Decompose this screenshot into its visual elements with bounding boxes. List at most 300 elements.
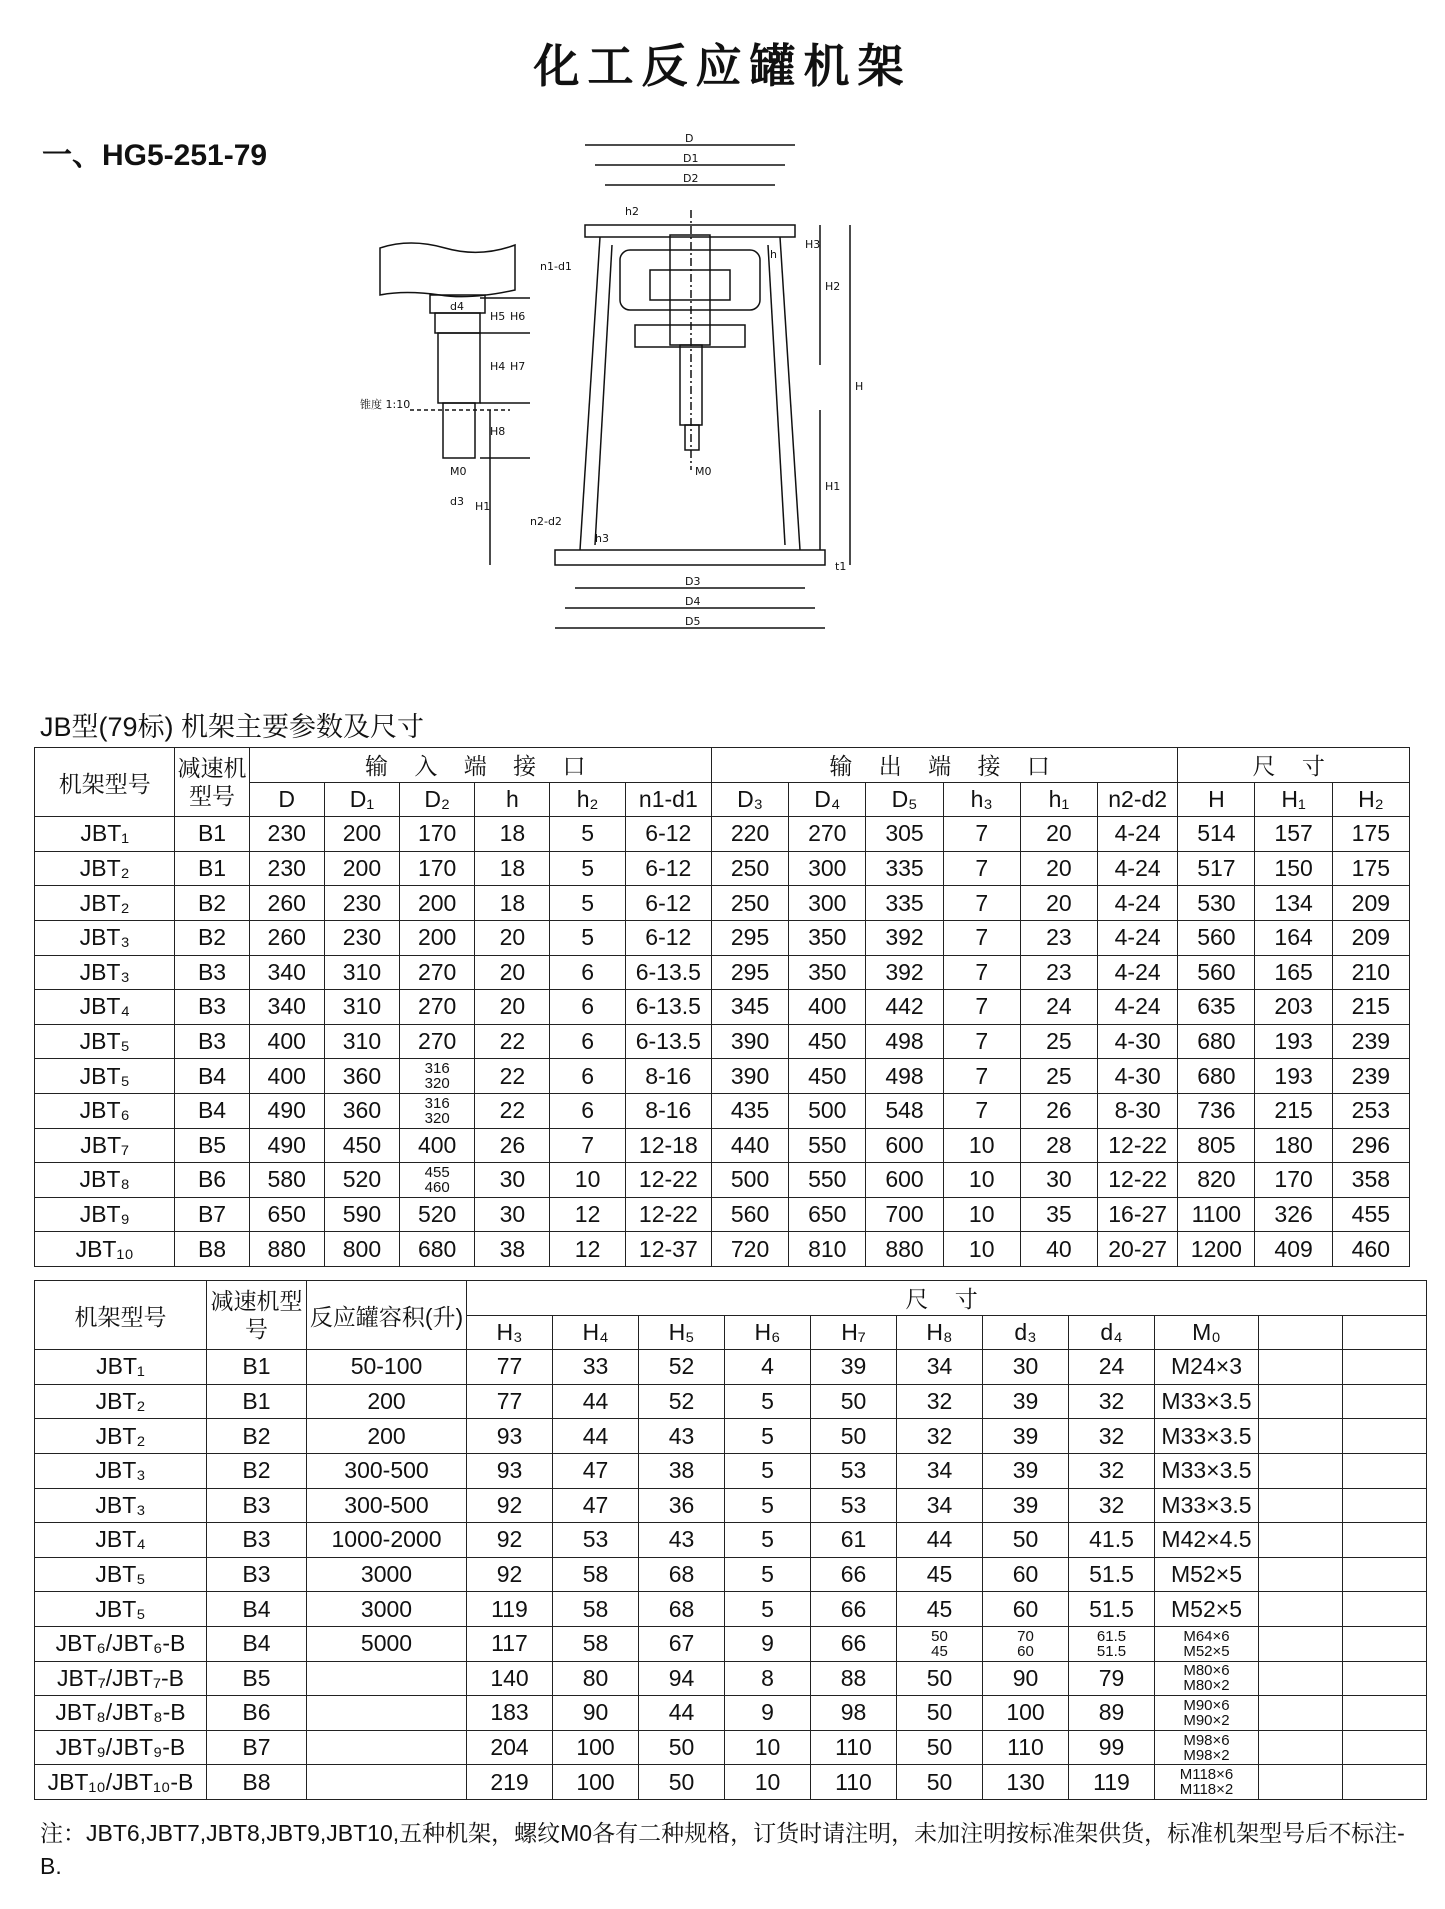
table-cell: 820 bbox=[1178, 1163, 1255, 1198]
table-cell: 580 bbox=[249, 1163, 324, 1198]
stacked-value: 50 bbox=[931, 1627, 948, 1645]
table-cell: 60 bbox=[983, 1557, 1069, 1592]
table-row bbox=[35, 1592, 1427, 1627]
table-cell: 326 bbox=[1255, 1197, 1332, 1232]
table-cell: 5 bbox=[550, 886, 625, 921]
table-cell: 296 bbox=[1332, 1128, 1409, 1163]
label-H4: H4 bbox=[490, 360, 506, 373]
table-cell: 90 bbox=[553, 1696, 639, 1731]
table-cell: 1200 bbox=[1178, 1232, 1255, 1267]
table-cell: 200 bbox=[307, 1419, 467, 1454]
stacked-value: 455 bbox=[424, 1163, 450, 1181]
label-H1-right: H1 bbox=[825, 480, 841, 493]
header-reducer-2: 减速机型号 bbox=[207, 1281, 307, 1350]
column-header: D₃ bbox=[711, 782, 788, 817]
table-cell: 45 bbox=[897, 1592, 983, 1627]
table-cell: JBT₃ bbox=[35, 920, 175, 955]
table-cell: 520 bbox=[324, 1163, 399, 1198]
table-cell: 500 bbox=[711, 1163, 788, 1198]
table-cell: JBT₅ bbox=[35, 1024, 175, 1059]
table-cell: 92 bbox=[467, 1557, 553, 1592]
table-cell: 209 bbox=[1332, 886, 1409, 921]
table-cell: 66 bbox=[811, 1626, 897, 1661]
table-cell: 200 bbox=[324, 817, 399, 852]
table-cell bbox=[1343, 1592, 1427, 1627]
table-cell: 66 bbox=[811, 1557, 897, 1592]
table-cell: 32 bbox=[897, 1419, 983, 1454]
header-size-2: 尺 寸 bbox=[467, 1281, 1427, 1316]
table-cell bbox=[1343, 1523, 1427, 1558]
column-header: H₈ bbox=[897, 1315, 983, 1350]
table-cell: 450 bbox=[789, 1059, 866, 1094]
table-cell: 390 bbox=[711, 1059, 788, 1094]
table-cell: 400 bbox=[249, 1059, 324, 1094]
table-cell: 6 bbox=[550, 1093, 625, 1128]
table-cell: B2 bbox=[207, 1419, 307, 1454]
table-cell: 12 bbox=[550, 1232, 625, 1267]
table-cell: 3000 bbox=[307, 1592, 467, 1627]
table-row bbox=[35, 817, 1410, 852]
column-header bbox=[1343, 1315, 1427, 1350]
table-cell: 530 bbox=[1178, 886, 1255, 921]
table-cell: 10 bbox=[943, 1232, 1020, 1267]
table-cell: 5 bbox=[725, 1453, 811, 1488]
table-cell: 230 bbox=[324, 920, 399, 955]
table-cell: B3 bbox=[207, 1523, 307, 1558]
table-cell: 239 bbox=[1332, 1059, 1409, 1094]
table-cell: JBT₅ bbox=[35, 1557, 207, 1592]
table-cell: 200 bbox=[400, 920, 475, 955]
header-volume: 反应罐容积(升) bbox=[307, 1281, 467, 1350]
table-cell: 25 bbox=[1020, 1024, 1097, 1059]
table-cell: 4 bbox=[725, 1350, 811, 1385]
table-cell: 335 bbox=[866, 886, 943, 921]
table-row bbox=[35, 1557, 1427, 1592]
table-cell: 32 bbox=[897, 1384, 983, 1419]
table-cell: JBT₂ bbox=[35, 1419, 207, 1454]
table-cell: 6 bbox=[550, 1059, 625, 1094]
table-cell: 22 bbox=[475, 1093, 550, 1128]
table-cell bbox=[1155, 1696, 1259, 1731]
table-cell: 25 bbox=[1020, 1059, 1097, 1094]
table-cell: 170 bbox=[400, 817, 475, 852]
table-cell: 77 bbox=[467, 1350, 553, 1385]
table-cell: 1100 bbox=[1178, 1197, 1255, 1232]
stacked-value: 320 bbox=[424, 1109, 450, 1127]
table-cell: 8-16 bbox=[625, 1093, 711, 1128]
table-cell: 39 bbox=[811, 1350, 897, 1385]
table-cell: B1 bbox=[175, 851, 249, 886]
table-cell: M33×3.5 bbox=[1155, 1488, 1259, 1523]
table-cell: B1 bbox=[207, 1350, 307, 1385]
table-cell: 12-22 bbox=[625, 1163, 711, 1198]
table-cell: 20 bbox=[1020, 886, 1097, 921]
table-cell: 345 bbox=[711, 990, 788, 1025]
table-cell: 700 bbox=[866, 1197, 943, 1232]
table-cell: 409 bbox=[1255, 1232, 1332, 1267]
table-cell: 94 bbox=[639, 1661, 725, 1696]
table-cell bbox=[1069, 1626, 1155, 1661]
table-cell: 455 bbox=[1332, 1197, 1409, 1232]
table-cell: 18 bbox=[475, 851, 550, 886]
stacked-value: 61.5 bbox=[1096, 1627, 1127, 1645]
table-cell: 93 bbox=[467, 1453, 553, 1488]
table-row bbox=[35, 1523, 1427, 1558]
table-cell: 805 bbox=[1178, 1128, 1255, 1163]
table-cell: 100 bbox=[983, 1696, 1069, 1731]
table-cell: 26 bbox=[1020, 1093, 1097, 1128]
table-cell: JBT₂ bbox=[35, 886, 175, 921]
table-cell: 204 bbox=[467, 1730, 553, 1765]
stacked-value: M98×6 bbox=[1183, 1731, 1230, 1749]
table-cell: JBT₆/JBT₆-B bbox=[35, 1626, 207, 1661]
table-cell: 7 bbox=[943, 851, 1020, 886]
table-cell: 736 bbox=[1178, 1093, 1255, 1128]
table-cell: 50 bbox=[639, 1730, 725, 1765]
table-cell: 5 bbox=[725, 1592, 811, 1627]
table-cell: M33×3.5 bbox=[1155, 1453, 1259, 1488]
table-cell: 239 bbox=[1332, 1024, 1409, 1059]
table-cell: 98 bbox=[811, 1696, 897, 1731]
table-row bbox=[35, 1197, 1410, 1232]
table-cell: B4 bbox=[175, 1093, 249, 1128]
table-cell: 5 bbox=[725, 1488, 811, 1523]
table-cell: 6-13.5 bbox=[625, 955, 711, 990]
table-row bbox=[35, 1453, 1427, 1488]
table-cell: 18 bbox=[475, 886, 550, 921]
table-cell: B3 bbox=[175, 990, 249, 1025]
table-cell: 6-12 bbox=[625, 851, 711, 886]
table-cell: 498 bbox=[866, 1059, 943, 1094]
table-cell: 36 bbox=[639, 1488, 725, 1523]
label-H7: H7 bbox=[510, 360, 526, 373]
table-cell: 600 bbox=[866, 1128, 943, 1163]
table-cell: 7 bbox=[943, 955, 1020, 990]
table-row bbox=[35, 1696, 1427, 1731]
stacked-value: 70 bbox=[1017, 1627, 1034, 1645]
table-cell: 4-24 bbox=[1098, 886, 1178, 921]
label-D5: D5 bbox=[685, 615, 701, 628]
stacked-value: 60 bbox=[1017, 1642, 1034, 1660]
table-cell: 12-37 bbox=[625, 1232, 711, 1267]
table-cell bbox=[1343, 1626, 1427, 1661]
table-cell: 200 bbox=[324, 851, 399, 886]
table-cell: 10 bbox=[725, 1765, 811, 1800]
table-cell: 32 bbox=[1069, 1453, 1155, 1488]
label-D3: D3 bbox=[685, 575, 701, 588]
table-cell: 119 bbox=[467, 1592, 553, 1627]
table-cell: 30 bbox=[1020, 1163, 1097, 1198]
table-cell bbox=[1259, 1765, 1343, 1800]
table-cell: B8 bbox=[207, 1765, 307, 1800]
table-cell: 260 bbox=[249, 920, 324, 955]
table-cell: M33×3.5 bbox=[1155, 1419, 1259, 1454]
table-cell: 200 bbox=[400, 886, 475, 921]
table-cell: 39 bbox=[983, 1488, 1069, 1523]
table-cell: 20 bbox=[475, 955, 550, 990]
table-cell: 10 bbox=[943, 1197, 1020, 1232]
table-row bbox=[35, 1765, 1427, 1800]
table-cell: 5 bbox=[725, 1557, 811, 1592]
table-cell: 550 bbox=[789, 1128, 866, 1163]
table-cell: 68 bbox=[639, 1557, 725, 1592]
table-cell: 12-18 bbox=[625, 1128, 711, 1163]
table-cell: 44 bbox=[553, 1419, 639, 1454]
table-cell: 110 bbox=[811, 1765, 897, 1800]
table-cell: 44 bbox=[553, 1384, 639, 1419]
table-cell: 89 bbox=[1069, 1696, 1155, 1731]
table-cell: 23 bbox=[1020, 955, 1097, 990]
table-cell: 10 bbox=[943, 1128, 1020, 1163]
table-row bbox=[35, 1128, 1410, 1163]
table-cell: 5 bbox=[550, 817, 625, 852]
table-cell: 52 bbox=[639, 1350, 725, 1385]
table-cell: 58 bbox=[553, 1626, 639, 1661]
table-cell: 38 bbox=[475, 1232, 550, 1267]
table-cell: 22 bbox=[475, 1059, 550, 1094]
table-cell: 58 bbox=[553, 1592, 639, 1627]
table-cell: 550 bbox=[789, 1163, 866, 1198]
table-cell: 110 bbox=[983, 1730, 1069, 1765]
table-cell: 22 bbox=[475, 1024, 550, 1059]
table-cell: 43 bbox=[639, 1523, 725, 1558]
table-cell: 4-24 bbox=[1098, 920, 1178, 955]
secondary-dimensions-table bbox=[34, 1280, 1427, 1800]
page-title: 化工反应罐机架 bbox=[533, 40, 912, 92]
table-cell: 50 bbox=[983, 1523, 1069, 1558]
column-header: D₂ bbox=[400, 782, 475, 817]
table-cell: 250 bbox=[711, 851, 788, 886]
label-d4: d4 bbox=[450, 300, 464, 313]
stacked-value: 460 bbox=[424, 1178, 450, 1196]
table-cell: 270 bbox=[400, 990, 475, 1025]
table-cell: 38 bbox=[639, 1453, 725, 1488]
table-cell: 680 bbox=[400, 1232, 475, 1267]
table-cell: 400 bbox=[400, 1128, 475, 1163]
table-cell: 40 bbox=[1020, 1232, 1097, 1267]
table-cell: 44 bbox=[639, 1696, 725, 1731]
table-cell: 193 bbox=[1255, 1059, 1332, 1094]
column-header: D₅ bbox=[866, 782, 943, 817]
table-cell: 6-12 bbox=[625, 920, 711, 955]
table-cell: 442 bbox=[866, 990, 943, 1025]
table-cell: 12 bbox=[550, 1197, 625, 1232]
table-cell: 175 bbox=[1332, 817, 1409, 852]
table-cell bbox=[1155, 1730, 1259, 1765]
table-cell bbox=[1155, 1661, 1259, 1696]
label-M0-main: M0 bbox=[695, 465, 712, 478]
column-header: H bbox=[1178, 782, 1255, 817]
table-cell: 175 bbox=[1332, 851, 1409, 886]
table-cell: JBT₅ bbox=[35, 1059, 175, 1094]
table-cell: 230 bbox=[249, 851, 324, 886]
table-cell: 5 bbox=[550, 851, 625, 886]
column-header: n2-d2 bbox=[1098, 782, 1178, 817]
table-cell: JBT₄ bbox=[35, 1523, 207, 1558]
table-cell: M52×5 bbox=[1155, 1592, 1259, 1627]
stacked-value: M118×6 bbox=[1179, 1766, 1234, 1784]
table-cell: 34 bbox=[897, 1488, 983, 1523]
stacked-value: M90×6 bbox=[1183, 1696, 1230, 1714]
table-cell: 300 bbox=[789, 851, 866, 886]
table-cell: 650 bbox=[249, 1197, 324, 1232]
stacked-value: M52×5 bbox=[1183, 1642, 1230, 1660]
table-cell: B3 bbox=[175, 1024, 249, 1059]
table-cell: 270 bbox=[789, 817, 866, 852]
table-cell: 20 bbox=[475, 920, 550, 955]
table-cell: JBT₈ bbox=[35, 1163, 175, 1198]
table-cell: 340 bbox=[249, 955, 324, 990]
technical-drawing bbox=[350, 130, 1070, 690]
label-H5: H5 bbox=[490, 310, 506, 323]
table-cell: 220 bbox=[711, 817, 788, 852]
table-row bbox=[35, 1232, 1410, 1267]
table-cell: JBT₁₀/JBT₁₀-B bbox=[35, 1765, 207, 1800]
table-cell: 800 bbox=[324, 1232, 399, 1267]
table-cell: 61 bbox=[811, 1523, 897, 1558]
table-cell: 5000 bbox=[307, 1626, 467, 1661]
stacked-value: M64×6 bbox=[1183, 1627, 1230, 1645]
table-cell bbox=[1343, 1696, 1427, 1731]
table-cell: 514 bbox=[1178, 817, 1255, 852]
stacked-value: M90×2 bbox=[1183, 1711, 1230, 1729]
table-cell bbox=[1343, 1661, 1427, 1696]
table-cell: 500 bbox=[789, 1093, 866, 1128]
table-cell: 8-16 bbox=[625, 1059, 711, 1094]
table-cell: 12-22 bbox=[1098, 1163, 1178, 1198]
column-header: H₄ bbox=[553, 1315, 639, 1350]
table-cell: 77 bbox=[467, 1384, 553, 1419]
label-h3: h3 bbox=[595, 532, 609, 545]
table-cell: 12-22 bbox=[1098, 1128, 1178, 1163]
table-cell: 79 bbox=[1069, 1661, 1155, 1696]
label-H2: H2 bbox=[825, 280, 841, 293]
table-cell: 130 bbox=[983, 1765, 1069, 1800]
table-cell bbox=[307, 1696, 467, 1731]
table-cell: 548 bbox=[866, 1093, 943, 1128]
column-header: D₁ bbox=[324, 782, 399, 817]
table-cell: 80 bbox=[553, 1661, 639, 1696]
table-cell: 30 bbox=[475, 1163, 550, 1198]
table-cell: JBT₃ bbox=[35, 1453, 207, 1488]
table-row bbox=[35, 886, 1410, 921]
column-header: H₁ bbox=[1255, 782, 1332, 817]
table-cell: 517 bbox=[1178, 851, 1255, 886]
footnote: 注：JBT6,JBT7,JBT8,JBT9,JBT10,五种机架，螺纹M0各有二种规格，订货时请注明，未加注明按标准架供货，标准机架型号后不标注-B. bbox=[40, 1820, 1405, 1879]
table-cell: 50 bbox=[811, 1384, 897, 1419]
column-header: d₄ bbox=[1069, 1315, 1155, 1350]
table-cell bbox=[1343, 1384, 1427, 1419]
table-cell bbox=[1259, 1661, 1343, 1696]
table-cell bbox=[1259, 1453, 1343, 1488]
table-cell: 4-24 bbox=[1098, 990, 1178, 1025]
table-cell: 560 bbox=[1178, 920, 1255, 955]
table-cell bbox=[1259, 1419, 1343, 1454]
table-cell: 34 bbox=[897, 1350, 983, 1385]
table-row bbox=[35, 1626, 1427, 1661]
table-cell: 270 bbox=[400, 1024, 475, 1059]
table-cell: B1 bbox=[175, 817, 249, 852]
table-cell: JBT₉ bbox=[35, 1197, 175, 1232]
table-row bbox=[35, 1488, 1427, 1523]
table-cell: B1 bbox=[207, 1384, 307, 1419]
table-cell: 7 bbox=[943, 990, 1020, 1025]
label-n1-d1: n1-d1 bbox=[540, 260, 572, 273]
table-cell: 7 bbox=[943, 920, 1020, 955]
table-cell bbox=[1259, 1696, 1343, 1731]
table-cell: 6 bbox=[550, 990, 625, 1025]
main-dimensions-table bbox=[34, 747, 1410, 1267]
stacked-value: M80×6 bbox=[1183, 1662, 1230, 1680]
table-cell: 20 bbox=[1020, 817, 1097, 852]
table-cell: 33 bbox=[553, 1350, 639, 1385]
table-cell: B5 bbox=[207, 1661, 307, 1696]
table-cell: 305 bbox=[866, 817, 943, 852]
table-cell: 650 bbox=[789, 1197, 866, 1232]
table-cell: 119 bbox=[1069, 1765, 1155, 1800]
table-cell: 9 bbox=[725, 1626, 811, 1661]
column-header: D₄ bbox=[789, 782, 866, 817]
table-cell bbox=[1343, 1488, 1427, 1523]
table-cell: 9 bbox=[725, 1696, 811, 1731]
table-cell: B4 bbox=[175, 1059, 249, 1094]
table-cell: 24 bbox=[1020, 990, 1097, 1025]
table-cell: M52×5 bbox=[1155, 1557, 1259, 1592]
table-cell: 10 bbox=[550, 1163, 625, 1198]
table-row bbox=[35, 1730, 1427, 1765]
table-caption: JB型(79标) 机架主要参数及尺寸 bbox=[40, 712, 425, 742]
label-h: h bbox=[770, 248, 777, 261]
table-cell: 67 bbox=[639, 1626, 725, 1661]
table-cell bbox=[307, 1730, 467, 1765]
table-cell: 41.5 bbox=[1069, 1523, 1155, 1558]
table-cell: 680 bbox=[1178, 1024, 1255, 1059]
table-cell: 93 bbox=[467, 1419, 553, 1454]
label-H1-left: H1 bbox=[475, 500, 491, 513]
table-cell: B3 bbox=[207, 1557, 307, 1592]
column-header: H₃ bbox=[467, 1315, 553, 1350]
table-cell: 32 bbox=[1069, 1419, 1155, 1454]
table-cell: 12-22 bbox=[625, 1197, 711, 1232]
table-cell: 20 bbox=[475, 990, 550, 1025]
table-cell: JBT₇ bbox=[35, 1128, 175, 1163]
header-reducer: 减速机型号 bbox=[175, 748, 249, 817]
label-H3: H3 bbox=[805, 238, 821, 251]
table-cell: 6 bbox=[550, 955, 625, 990]
label-H: H bbox=[855, 380, 864, 393]
table-cell: 20 bbox=[1020, 851, 1097, 886]
table-cell bbox=[1259, 1384, 1343, 1419]
table-cell: 100 bbox=[553, 1730, 639, 1765]
table-cell bbox=[400, 1059, 475, 1094]
table-cell: 50 bbox=[639, 1765, 725, 1800]
table-row bbox=[35, 990, 1410, 1025]
label-H6: H6 bbox=[510, 310, 526, 323]
table-cell: 47 bbox=[553, 1488, 639, 1523]
table-cell: 230 bbox=[324, 886, 399, 921]
table-row bbox=[35, 920, 1410, 955]
table-cell: 90 bbox=[983, 1661, 1069, 1696]
table-cell: 180 bbox=[1255, 1128, 1332, 1163]
table-cell: 10 bbox=[725, 1730, 811, 1765]
table-cell: 3000 bbox=[307, 1557, 467, 1592]
table-cell: 170 bbox=[400, 851, 475, 886]
table-cell: 253 bbox=[1332, 1093, 1409, 1128]
table-cell: 39 bbox=[983, 1453, 1069, 1488]
table-cell: 7 bbox=[943, 886, 1020, 921]
table-cell: 450 bbox=[789, 1024, 866, 1059]
table-cell: 5 bbox=[725, 1523, 811, 1558]
